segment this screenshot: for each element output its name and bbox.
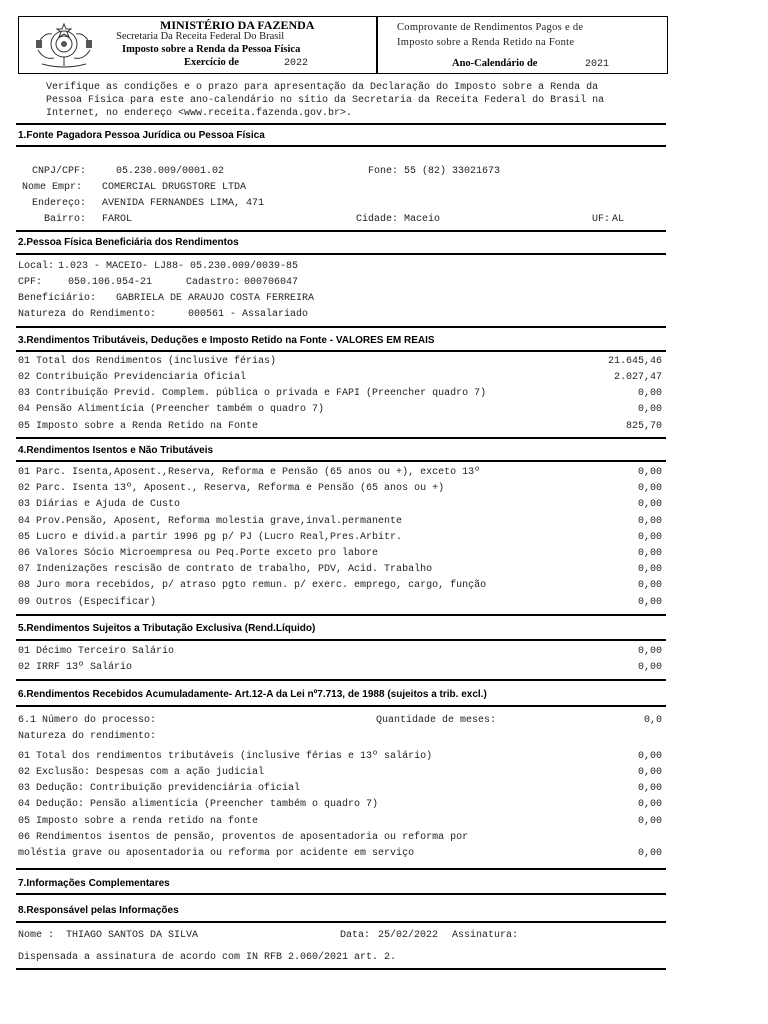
coat-of-arms-icon bbox=[32, 20, 96, 70]
section8-title: 8.Responsável pelas Informações bbox=[18, 905, 179, 916]
row-value: 2.027,47 bbox=[613, 372, 662, 383]
row-value: 0,00 bbox=[637, 388, 662, 399]
divider bbox=[16, 326, 666, 328]
signature-label: Assinatura: bbox=[452, 930, 519, 941]
row-value: 0,00 bbox=[637, 646, 662, 657]
phone-label: Fone: bbox=[368, 166, 399, 177]
calendar-year: 2021 bbox=[585, 59, 610, 70]
nature-value: 000561 - Assalariado bbox=[188, 309, 309, 320]
nature-label: Natureza do Rendimento: bbox=[18, 309, 157, 320]
row-value: 0,00 bbox=[637, 799, 662, 810]
footer-note: Dispensada a assinatura de acordo com IN RFB 2.060/2021 art. 2. bbox=[18, 952, 397, 963]
row-label: 04 Dedução: Pensão alimentícia (Preencher também o quadro 7) bbox=[18, 799, 379, 810]
nature-of-income-label: Natureza do rendimento: bbox=[18, 731, 157, 742]
row-label: 05 Imposto sobre a renda retido na fonte bbox=[18, 816, 259, 827]
doc-title-line1: Comprovante de Rendimentos Pagos e de bbox=[397, 22, 584, 33]
cadastro-value: 000706047 bbox=[244, 277, 299, 288]
row-label: 04 Pensão Alimentícia (Preencher também o quadro 7) bbox=[18, 404, 325, 415]
row-value: 0,00 bbox=[637, 767, 662, 778]
divider bbox=[16, 868, 666, 870]
section6-title: 6.Rendimentos Recebidos Acumuladamente- Art.12-A da Lei nº7.713, de 1988 (sujeitos a trib. excl.) bbox=[18, 689, 487, 700]
row-value: 0,00 bbox=[637, 467, 662, 478]
section2-title: 2.Pessoa Física Beneficiária dos Rendimentos bbox=[18, 237, 239, 248]
section3-title: 3.Rendimentos Tributáveis, Deduções e Imposto Retido na Fonte - VALORES EM REAIS bbox=[18, 335, 435, 346]
row-value: 0,00 bbox=[637, 548, 662, 559]
divider bbox=[16, 921, 666, 923]
row-label: 07 Indenizações rescisão de contrato de trabalho, PDV, Acid. Trabalho bbox=[18, 564, 433, 575]
local-label: Local: bbox=[18, 261, 55, 272]
row-label: 02 Exclusão: Despesas com a ação judicial bbox=[18, 767, 265, 778]
row-label: 06 Valores Sócio Microempresa ou Peq.Porte exceto pro labore bbox=[18, 548, 379, 559]
row-value: 21.645,46 bbox=[607, 356, 662, 367]
secretariat-name: Secretaria Da Receita Federal Do Brasil bbox=[116, 31, 285, 42]
beneficiary-label: Beneficiário: bbox=[18, 293, 97, 304]
responsible-name-label: Nome : bbox=[18, 930, 55, 941]
date-value: 25/02/2022 bbox=[378, 930, 439, 941]
row-value: 0,00 bbox=[637, 597, 662, 608]
employer-name: COMERCIAL DRUGSTORE LTDA bbox=[102, 182, 247, 193]
exercise-label: Exercício de bbox=[184, 57, 239, 68]
divider bbox=[16, 679, 666, 681]
row-label: 01 Parc. Isenta,Aposent.,Reserva, Reforma e Pensão (65 anos ou +), exceto 13º bbox=[18, 467, 481, 478]
row-label: 01 Total dos rendimentos tributáveis (inclusive férias e 13º salário) bbox=[18, 751, 433, 762]
divider bbox=[16, 145, 666, 147]
cnpj-label: CNPJ/CPF: bbox=[32, 166, 87, 177]
row-value: 0,00 bbox=[637, 483, 662, 494]
row-label: 03 Diárias e Ajuda de Custo bbox=[18, 499, 181, 510]
intro-line: Pessoa Física para este ano-calendário no sítio da Secretaria da Receita Federal do Brasil na bbox=[46, 95, 605, 106]
exercise-year: 2022 bbox=[284, 58, 309, 69]
section7-title: 7.Informações Complementares bbox=[18, 878, 170, 889]
row-label: 02 IRRF 13º Salário bbox=[18, 662, 133, 673]
uf-label: UF: bbox=[592, 214, 611, 225]
row-value: 0,00 bbox=[637, 783, 662, 794]
ministry-title: MINISTÉRIO DA FAZENDA bbox=[160, 18, 315, 32]
divider bbox=[16, 614, 666, 616]
district-label: Bairro: bbox=[44, 214, 87, 225]
address-value: AVENIDA FERNANDES LIMA, 471 bbox=[102, 198, 265, 209]
row-value: 0,00 bbox=[637, 580, 662, 591]
intro-line: Verifique as condições e o prazo para apresentação da Declaração do Imposto sobre a Renda da bbox=[46, 82, 599, 93]
row-value: 0,00 bbox=[637, 662, 662, 673]
address-label: Endereço: bbox=[32, 198, 87, 209]
row-label: 01 Décimo Terceiro Salário bbox=[18, 646, 175, 657]
responsible-name: THIAGO SANTOS DA SILVA bbox=[66, 930, 199, 941]
row-label: 02 Parc. Isenta 13º, Aposent., Reserva, Reforma e Pensão (65 anos ou +) bbox=[18, 483, 445, 494]
divider bbox=[16, 230, 666, 232]
row-label: 01 Total dos Rendimentos (inclusive férias) bbox=[18, 356, 277, 367]
row-label: 03 Contribuição Previd. Complem. pública o privada e FAPI (Preencher quadro 7) bbox=[18, 388, 487, 399]
row-value: 0,00 bbox=[637, 532, 662, 543]
row-value: 0,00 bbox=[637, 848, 662, 859]
divider bbox=[16, 437, 666, 439]
section4-title: 4.Rendimentos Isentos e Não Tributáveis bbox=[18, 445, 214, 456]
divider bbox=[16, 893, 666, 895]
divider bbox=[16, 639, 666, 641]
row-label: 03 Dedução: Contribuição previdenciária oficial bbox=[18, 783, 301, 794]
row-value: 0,00 bbox=[637, 816, 662, 827]
row-label: 08 Juro mora recebidos, p/ atraso pgto remun. p/ exerc. emprego, cargo, função bbox=[18, 580, 487, 591]
city-value: Maceio bbox=[404, 214, 441, 225]
row-value: 0,00 bbox=[637, 404, 662, 415]
tax-name: Imposto sobre a Renda da Pessoa Física bbox=[122, 44, 301, 55]
doc-title-line2: Imposto sobre a Renda Retido na Fonte bbox=[397, 37, 575, 48]
uf-value: AL bbox=[612, 214, 625, 225]
row-label: 06 Rendimentos isentos de pensão, proventos de aposentadoria ou reforma por bbox=[18, 832, 469, 843]
row-label: 04 Prov.Pensão, Aposent, Reforma molestia grave,inval.permanente bbox=[18, 516, 403, 527]
phone-value: 55 (82) 33021673 bbox=[404, 166, 501, 177]
row-label-continued: moléstia grave ou aposentadoria ou reforma por acidente em serviço bbox=[18, 848, 415, 859]
months-label: Quantidade de meses: bbox=[376, 715, 497, 726]
row-value: 0,00 bbox=[637, 499, 662, 510]
local-value: 1.023 - MACEIO- LJ88- 05.230.009/0039-85 bbox=[58, 261, 299, 272]
date-label: Data: bbox=[340, 930, 371, 941]
calendar-label: Ano-Calendário de bbox=[452, 58, 538, 69]
city-label: Cidade: bbox=[356, 214, 399, 225]
section1-title: 1.Fonte Pagadora Pessoa Jurídica ou Pessoa Física bbox=[18, 130, 265, 141]
row-value: 0,00 bbox=[637, 751, 662, 762]
divider bbox=[16, 123, 666, 125]
cnpj-value: 05.230.009/0001.02 bbox=[116, 166, 225, 177]
divider bbox=[16, 968, 666, 970]
row-label: 05 Lucro e divid.a partir 1996 pg p/ PJ (Lucro Real,Pres.Arbitr. bbox=[18, 532, 403, 543]
row-value: 0,00 bbox=[637, 564, 662, 575]
district-value: FAROL bbox=[102, 214, 133, 225]
divider bbox=[16, 350, 666, 352]
row-value: 0,00 bbox=[637, 516, 662, 527]
months-value: 0,0 bbox=[643, 715, 662, 726]
cadastro-label: Cadastro: bbox=[186, 277, 241, 288]
employer-name-label: Nome Empr: bbox=[22, 182, 83, 193]
cpf-label: CPF: bbox=[18, 277, 43, 288]
row-label: 09 Outros (Especificar) bbox=[18, 597, 157, 608]
row-label: 05 Imposto sobre a Renda Retido na Fonte bbox=[18, 421, 259, 432]
cpf-value: 050.106.954-21 bbox=[68, 277, 153, 288]
beneficiary-value: GABRIELA DE ARAUJO COSTA FERREIRA bbox=[116, 293, 315, 304]
row-label: 02 Contribuição Previdenciaria Oficial bbox=[18, 372, 247, 383]
divider bbox=[16, 460, 666, 462]
row-value: 825,70 bbox=[625, 421, 662, 432]
intro-line: Internet, no endereço <www.receita.fazenda.gov.br>. bbox=[46, 108, 353, 119]
process-label: 6.1 Número do processo: bbox=[18, 715, 157, 726]
divider bbox=[16, 253, 666, 255]
section5-title: 5.Rendimentos Sujeitos a Tributação Exclusiva (Rend.Líquido) bbox=[18, 623, 316, 634]
divider bbox=[16, 705, 666, 707]
